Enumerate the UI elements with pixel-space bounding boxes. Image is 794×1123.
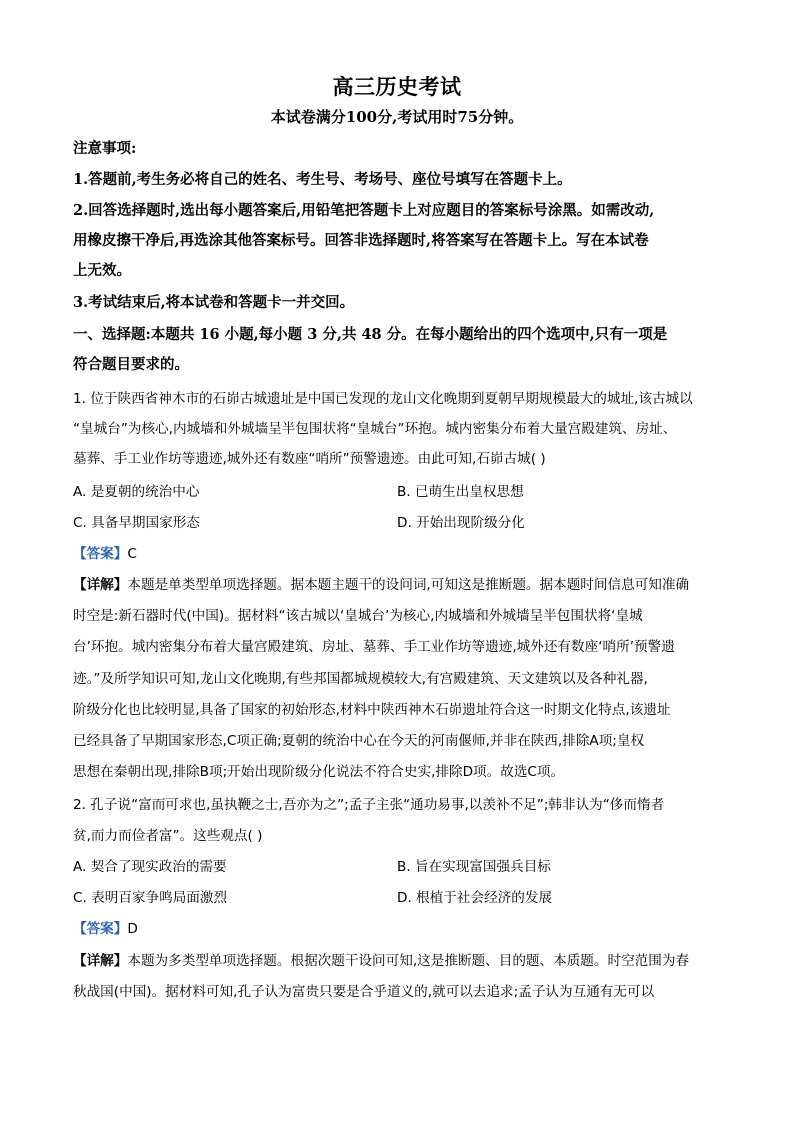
notice-item-2-line-3: 上无效。 bbox=[73, 262, 131, 279]
page-title: 高三历史考试 bbox=[332, 74, 462, 99]
q1-option-a: A. 是夏朝的统治中心 bbox=[73, 484, 200, 500]
page-subtitle: 本试卷满分100分,考试用时75分钟。 bbox=[270, 108, 524, 126]
notice-item-2-line-1: 2.回答选择题时,选出每小题答案后,用铅笔把答题卡上对应题目的答案标号涂黑。如需改动, bbox=[73, 202, 655, 219]
q1-detail-line-1 bbox=[73, 574, 733, 596]
q1-answer-value: C bbox=[127, 546, 137, 562]
q2-answer-row bbox=[73, 918, 733, 940]
q1-detail-line-5: 阶级分化也比较明显,具备了国家的初始形态,材料中陕西神木石峁遗址符合这一时期文化特点,该遗址 bbox=[73, 702, 671, 718]
q2-stem-line-2: 贫,而力而俭者富”。这些观点( ) bbox=[73, 828, 263, 844]
q2-answer-tag: 【答案】 bbox=[73, 921, 128, 937]
q2-answer-value: D bbox=[127, 921, 138, 937]
q1-detail-line-2: 时空是:新石器时代(中国)。据材料“该古城以‘皇城台’为核心,内城墙和外城墙呈半包围状将‘皇城 bbox=[73, 608, 643, 624]
q1-detail-line-3: 台’环抱。城内密集分布着大量宫殿建筑、房址、墓葬、手工业作坊等遗迹,城外还有数座‘哨所’预警遗 bbox=[73, 639, 675, 655]
q1-stem-line-2: “皇城台”为核心,内城墙和外城墙呈半包围状将“皇城台”环抱。城内密集分布着大量宫殿建筑、房址、 bbox=[73, 421, 677, 437]
q1-stem-line-1: 1. 位于陕西省神木市的石峁古城遗址是中国已发现的龙山文化晚期到夏朝早期规模最大的城址,该古城以 bbox=[73, 391, 693, 407]
q2-detail-tag: 【详解】 bbox=[73, 953, 128, 969]
q1-option-b: B. 已萌生出皇权思想 bbox=[397, 484, 524, 500]
q1-stem-line-3: 墓葬、手工业作坊等遗迹,城外还有数座“哨所”预警遗迹。由此可知,石峁古城( ) bbox=[73, 451, 546, 467]
q2-detail-line-2: 秋战国(中国)。据材料可知,孔子认为富贵只要是合乎道义的,就可以去追求;孟子认为互通有无可以 bbox=[73, 984, 655, 1000]
section-heading-line-2: 符合题目要求的。 bbox=[73, 356, 189, 373]
notice-item-3: 3.考试结束后,将本试卷和答题卡一并交回。 bbox=[73, 294, 355, 311]
q2-option-b: B. 旨在实现富国强兵目标 bbox=[397, 859, 551, 875]
q2-option-c: C. 表明百家争鸣局面激烈 bbox=[73, 890, 228, 906]
notice-heading: 注意事项: bbox=[73, 140, 137, 157]
notice-item-1: 1.答题前,考生务必将自己的姓名、考生号、考场号、座位号填写在答题卡上。 bbox=[73, 171, 572, 188]
q2-detail-text-1: 本题为多类型单项选择题。根据次题干设问可知,这是推断题、目的题、本质题。时空范围为春 bbox=[127, 953, 690, 969]
q1-answer-tag: 【答案】 bbox=[73, 546, 128, 562]
notice-item-2-line-2: 用橡皮擦干净后,再选涂其他答案标号。回答非选择题时,将答案写在答题卡上。写在本试卷 bbox=[73, 232, 649, 249]
q1-answer-row bbox=[73, 543, 733, 565]
q1-detail-text-1: 本题是单类型单项选择题。据本题主题干的设问词,可知这是推断题。据本题时间信息可知准确 bbox=[127, 577, 690, 593]
q2-stem-line-1: 2. 孔子说“富而可求也,虽执鞭之士,吾亦为之”;孟子主张“通功易事,以羡补不足”;韩非认为“侈而惰者 bbox=[73, 797, 665, 813]
q1-detail-line-7: 思想在秦朝出现,排除B项;开始出现阶级分化说法不符合史实,排除D项。故选C项。 bbox=[73, 764, 565, 780]
q2-option-a: A. 契合了现实政治的需要 bbox=[73, 859, 227, 875]
q1-detail-tag: 【详解】 bbox=[73, 577, 128, 593]
q2-detail-line-1 bbox=[73, 950, 733, 972]
section-heading-line-1: 一、选择题:本题共 16 小题,每小题 3 分,共 48 分。在每小题给出的四个选项中,只有一项是 bbox=[73, 326, 668, 343]
q1-option-d: D. 开始出现阶级分化 bbox=[397, 515, 525, 531]
q1-detail-line-4: 迹。”及所学知识可知,龙山文化晚期,有些邦国都城规模较大,有宫殿建筑、天文建筑以及各种礼器, bbox=[73, 671, 648, 687]
q1-option-c: C. 具备早期国家形态 bbox=[73, 515, 200, 531]
q2-option-d: D. 根植于社会经济的发展 bbox=[397, 890, 553, 906]
q1-detail-line-6: 已经具备了早期国家形态,C项正确;夏朝的统治中心在今天的河南偃师,并非在陕西,排除A项;皇权 bbox=[73, 733, 645, 749]
